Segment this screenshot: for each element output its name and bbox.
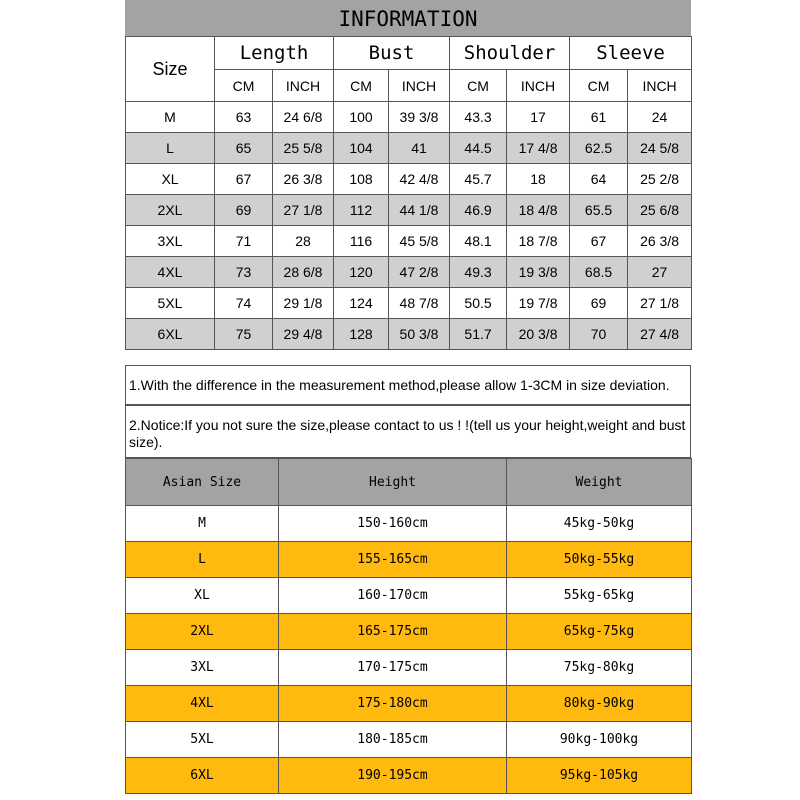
measurement-cell: 49.3 [450, 257, 507, 288]
asian-size-cell: XL [126, 578, 279, 614]
note-size-deviation: 1.With the difference in the measurement method,please allow 1-3CM in size deviation. [125, 365, 691, 405]
measurement-cell: 29 1/8 [273, 288, 334, 319]
unit-header: INCH [273, 70, 334, 102]
asian-header-cell: Asian Size [126, 459, 279, 506]
measurement-cell: 47 2/8 [389, 257, 450, 288]
measurement-cell: 65.5 [570, 195, 628, 226]
measurement-cell: 70 [570, 319, 628, 350]
measurement-cell: 27 [628, 257, 692, 288]
unit-header: CM [334, 70, 389, 102]
measurement-cell: 67 [570, 226, 628, 257]
size-cell: 5XL [126, 288, 215, 319]
measurement-cell: 41 [389, 133, 450, 164]
measurement-cell: 69 [570, 288, 628, 319]
group-header-shoulder: Shoulder [450, 37, 570, 70]
measurement-cell: 17 [507, 102, 570, 133]
table-row [126, 164, 692, 195]
asian-size-cell: 4XL [126, 686, 279, 722]
measurement-cell: 42 4/8 [389, 164, 450, 195]
measurement-cell: 26 3/8 [628, 226, 692, 257]
height-cell: 190-195cm [279, 758, 507, 794]
weight-cell: 95kg-105kg [507, 758, 692, 794]
measurement-cell: 18 4/8 [507, 195, 570, 226]
height-cell: 165-175cm [279, 614, 507, 650]
table-row [126, 319, 692, 350]
measurement-cell: 39 3/8 [389, 102, 450, 133]
measurement-cell: 25 2/8 [628, 164, 692, 195]
unit-header: INCH [389, 70, 450, 102]
asian-header-cell: Weight [507, 459, 692, 506]
measurement-cell: 18 7/8 [507, 226, 570, 257]
measurement-cell: 62.5 [570, 133, 628, 164]
group-header-sleeve: Sleeve [570, 37, 692, 70]
unit-header: INCH [628, 70, 692, 102]
asian-size-cell: 6XL [126, 758, 279, 794]
measurement-cell: 17 4/8 [507, 133, 570, 164]
measurement-cell: 68.5 [570, 257, 628, 288]
measurement-cell: 24 [628, 102, 692, 133]
measurement-cell: 27 1/8 [628, 288, 692, 319]
measurement-cell: 116 [334, 226, 389, 257]
size-cell: 2XL [126, 195, 215, 226]
measurement-cell: 48 7/8 [389, 288, 450, 319]
asian-header-row [126, 459, 692, 506]
measurement-cell: 25 6/8 [628, 195, 692, 226]
weight-cell: 45kg-50kg [507, 506, 692, 542]
unit-header: CM [570, 70, 628, 102]
measurement-cell: 43.3 [450, 102, 507, 133]
asian-size-cell: 3XL [126, 650, 279, 686]
table-row [126, 614, 692, 650]
measurement-cell: 50.5 [450, 288, 507, 319]
asian-size-cell: M [126, 506, 279, 542]
height-cell: 160-170cm [279, 578, 507, 614]
table-row [126, 133, 692, 164]
measurement-cell: 65 [215, 133, 273, 164]
measurement-cell: 100 [334, 102, 389, 133]
asian-size-table [125, 458, 692, 794]
measurement-cell: 24 6/8 [273, 102, 334, 133]
measurement-cell: 20 3/8 [507, 319, 570, 350]
height-cell: 175-180cm [279, 686, 507, 722]
measurement-cell: 18 [507, 164, 570, 195]
measurement-cell: 51.7 [450, 319, 507, 350]
measurement-cell: 74 [215, 288, 273, 319]
measurement-cell: 27 1/8 [273, 195, 334, 226]
measurement-cell: 63 [215, 102, 273, 133]
size-header: Size [126, 37, 215, 102]
measurement-cell: 71 [215, 226, 273, 257]
measurement-cell: 128 [334, 319, 389, 350]
measurement-cell: 44 1/8 [389, 195, 450, 226]
measurement-cell: 112 [334, 195, 389, 226]
measurement-cell: 45.7 [450, 164, 507, 195]
size-cell: 6XL [126, 319, 215, 350]
measurement-cell: 26 3/8 [273, 164, 334, 195]
table-row [126, 686, 692, 722]
measurement-cell: 46.9 [450, 195, 507, 226]
measurement-cell: 28 6/8 [273, 257, 334, 288]
measurement-cell: 48.1 [450, 226, 507, 257]
measurement-cell: 44.5 [450, 133, 507, 164]
measurement-cell: 24 5/8 [628, 133, 692, 164]
weight-cell: 55kg-65kg [507, 578, 692, 614]
measurement-cell: 27 4/8 [628, 319, 692, 350]
table-row [126, 226, 692, 257]
measurement-cell: 104 [334, 133, 389, 164]
unit-header: CM [215, 70, 273, 102]
table-row [126, 257, 692, 288]
measurement-cell: 73 [215, 257, 273, 288]
asian-header-cell: Height [279, 459, 507, 506]
measurement-cell: 61 [570, 102, 628, 133]
size-measurement-table [125, 36, 692, 350]
group-header-bust: Bust [334, 37, 450, 70]
size-cell: 4XL [126, 257, 215, 288]
size-chart [125, 0, 691, 800]
measurement-cell: 19 3/8 [507, 257, 570, 288]
size-cell: 3XL [126, 226, 215, 257]
measurement-cell: 28 [273, 226, 334, 257]
note-contact: 2.Notice:If you not sure the size,please contact to us ! !(tell us your height,weight and bust size). [125, 405, 691, 458]
asian-size-cell: L [126, 542, 279, 578]
measurement-cell: 25 5/8 [273, 133, 334, 164]
table-row [126, 758, 692, 794]
size-cell: XL [126, 164, 215, 195]
measurement-cell: 75 [215, 319, 273, 350]
size-cell: L [126, 133, 215, 164]
weight-cell: 90kg-100kg [507, 722, 692, 758]
table-row [126, 195, 692, 226]
page-title: INFORMATION [125, 0, 691, 37]
height-cell: 180-185cm [279, 722, 507, 758]
table-row [126, 578, 692, 614]
unit-header: INCH [507, 70, 570, 102]
asian-size-cell: 5XL [126, 722, 279, 758]
weight-cell: 75kg-80kg [507, 650, 692, 686]
table-row [126, 650, 692, 686]
weight-cell: 65kg-75kg [507, 614, 692, 650]
measurement-cell: 64 [570, 164, 628, 195]
table-row [126, 102, 692, 133]
measurement-cell: 108 [334, 164, 389, 195]
measurement-cell: 45 5/8 [389, 226, 450, 257]
height-cell: 150-160cm [279, 506, 507, 542]
weight-cell: 80kg-90kg [507, 686, 692, 722]
table-row [126, 542, 692, 578]
height-cell: 155-165cm [279, 542, 507, 578]
table-row [126, 288, 692, 319]
size-cell: M [126, 102, 215, 133]
weight-cell: 50kg-55kg [507, 542, 692, 578]
measurement-cell: 19 7/8 [507, 288, 570, 319]
measurement-cell: 29 4/8 [273, 319, 334, 350]
measurement-cell: 69 [215, 195, 273, 226]
unit-header: CM [450, 70, 507, 102]
group-header-length: Length [215, 37, 334, 70]
table-row [126, 506, 692, 542]
measurement-cell: 67 [215, 164, 273, 195]
header-row-groups [126, 37, 692, 70]
asian-size-cell: 2XL [126, 614, 279, 650]
measurement-cell: 50 3/8 [389, 319, 450, 350]
measurement-cell: 120 [334, 257, 389, 288]
height-cell: 170-175cm [279, 650, 507, 686]
measurement-cell: 124 [334, 288, 389, 319]
table-row [126, 722, 692, 758]
